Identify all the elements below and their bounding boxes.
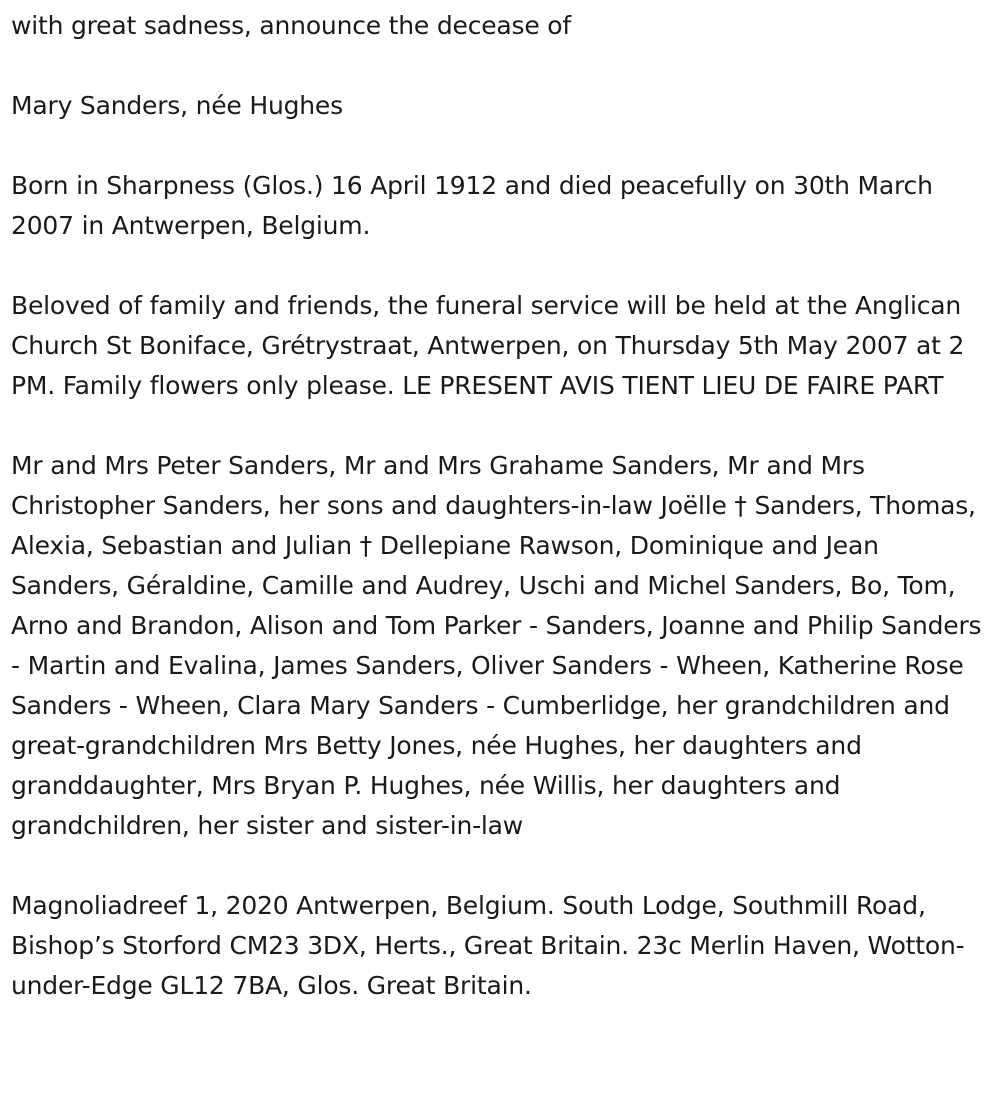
addresses-text: Magnoliadreef 1, 2020 Antwerpen, Belgium. South Lodge, Southmill Road, Bishop’s Storford CM23 3DX, Herts., Great Britain. 23c Merlin Haven, Wotton-under-Edge GL12 7BA, Glos. Great Britain. xyxy=(11,891,965,1000)
intro-text: with great sadness, announce the decease of xyxy=(11,11,572,40)
deceased-name: Mary Sanders, née Hughes xyxy=(11,91,343,120)
family-list-text: Mr and Mrs Peter Sanders, Mr and Mrs Grahame Sanders, Mr and Mrs Christopher Sanders, her sons and daughters-in-law Joëlle † Sanders, Thomas, Alexia, Sebastian and Julian † Dellepiane Rawson, Dominique and Jean Sanders, Géraldine, Camille and Audrey, Uschi and Michel Sanders, Bo, Tom, Arno and Brandon, Alison and Tom Parker - Sanders, Joanne and Philip Sanders - Martin and Evalina, James Sanders, Oliver Sanders - Wheen, Katherine Rose Sanders - Wheen, Clara Mary Sanders - Cumberlidge, her grandchildren and great-grandchildren Mrs Betty Jones, née Hughes, her daughters and granddaughter, Mrs Bryan P. Hughes, née Willis, her daughters and grandchildren, her sister and sister-in-law xyxy=(11,451,982,840)
funeral-details-text: Beloved of family and friends, the funeral service will be held at the Anglican Church St Boniface, Grétrystraat, Antwerpen, on Thursday 5th May 2007 at 2 PM. Family flowers only please. LE PRESENT AVIS TIENT LIEU DE FAIRE PART xyxy=(11,291,965,400)
birth-death-text: Born in Sharpness (Glos.) 16 April 1912 and died peacefully on 30th March 2007 in Antwerpen, Belgium. xyxy=(11,171,933,240)
